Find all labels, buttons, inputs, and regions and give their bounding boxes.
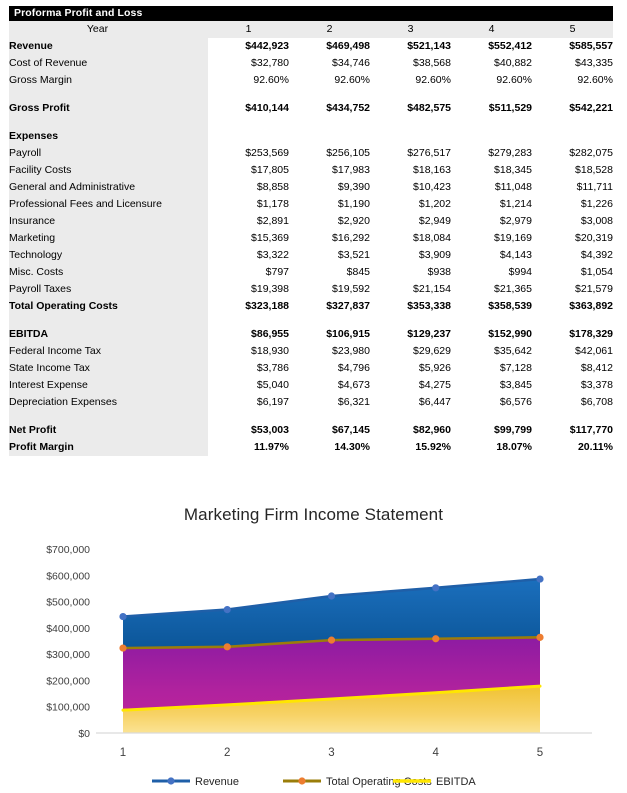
table-cell-y3: $38,568 [413, 57, 451, 69]
x-tick-label-3: 3 [328, 747, 335, 759]
table-cell-y4: $511,529 [488, 102, 532, 114]
profit-and-loss-table [9, 21, 613, 456]
table-row [9, 230, 613, 247]
table-cell-y2: $67,145 [332, 424, 370, 436]
table-cell-y5: 92.60% [577, 74, 613, 86]
spacer-value-cell [289, 117, 370, 128]
table-row-label: Misc. Costs [9, 264, 208, 281]
table-cell-y4: $1,214 [499, 198, 532, 210]
table-row [9, 377, 613, 394]
spacer-value-cell [370, 89, 451, 100]
table-cell-y4: $279,283 [488, 147, 532, 159]
spacer-value-cell [370, 411, 451, 422]
table-row-label: Technology [9, 247, 208, 264]
table-cell-y2: $469,498 [326, 40, 370, 52]
table-cell-y1: $410,144 [245, 102, 289, 114]
table-cell-y3: $6,447 [418, 396, 451, 408]
table-cell-y5: $4,392 [580, 249, 613, 261]
table-cell-y4: $21,365 [494, 283, 532, 295]
table-cell-y3: 92.60% [415, 74, 451, 86]
table-cell-y5: $8,412 [580, 362, 613, 374]
chart-canvas [0, 495, 627, 793]
table-row [9, 196, 613, 213]
table-cell-y1: $15,369 [251, 232, 289, 244]
table-cell-y3: $938 [427, 266, 451, 278]
table-row-label: General and Administrative [9, 179, 208, 196]
table-spacer-row [9, 89, 613, 100]
table-cell-y2: $4,673 [337, 379, 370, 391]
table-cell-y4: $99,799 [494, 424, 532, 436]
table-row [9, 179, 613, 196]
table-cell-y1: $5,040 [256, 379, 289, 391]
spacer-value-cell [289, 89, 370, 100]
table-row-label: State Income Tax [9, 360, 208, 377]
table-cell-y4: $4,143 [499, 249, 532, 261]
spacer-value-cell [289, 411, 370, 422]
table-header-row [9, 21, 613, 38]
table-row-label: Total Operating Costs [9, 298, 208, 315]
table-cell-y1: $8,858 [256, 181, 289, 193]
table-row-label: Revenue [9, 38, 208, 55]
table-cell-y4: $994 [508, 266, 532, 278]
table-cell-y3: $482,575 [407, 102, 451, 114]
x-tick-label-1: 1 [119, 747, 127, 759]
table-row [9, 394, 613, 411]
chart-marker-total-operating-costs [537, 634, 544, 641]
table-cell-y2: $17,983 [332, 164, 370, 176]
table-cell-y1: $6,197 [256, 396, 289, 408]
table-cell-y2: $9,390 [337, 181, 370, 193]
table-row-label: Profit Margin [9, 439, 208, 456]
legend-marker-total-operating-costs [298, 777, 305, 784]
table-row [9, 264, 613, 281]
table-cell-y5: $1,226 [580, 198, 613, 210]
y-tick-label-3: $300,000 [46, 649, 90, 662]
table-row [9, 100, 613, 117]
table-cell-y5: $3,008 [580, 215, 613, 227]
table-cell-y1: $1,178 [256, 198, 289, 210]
table-row-label: Cost of Revenue [9, 55, 208, 72]
spacer-label-cell [9, 315, 208, 326]
table-row-label: EBITDA [9, 326, 208, 343]
table-row [9, 162, 613, 179]
chart-marker-total-operating-costs [328, 637, 335, 644]
table-cell-y1: $3,322 [256, 249, 289, 261]
table-cell-y5: $42,061 [575, 345, 613, 357]
table-cell-y1: $86,955 [251, 328, 289, 340]
table-row [9, 247, 613, 264]
table-cell-y3: $1,202 [418, 198, 451, 210]
table-cell-y5: $542,221 [569, 102, 613, 114]
table-row [9, 38, 613, 55]
table-cell-y4: $6,576 [499, 396, 532, 408]
table-cell-y1: $17,805 [251, 164, 289, 176]
table-cell-y3: $2,949 [418, 215, 451, 227]
spacer-value-cell [289, 315, 370, 326]
legend-label-total-operating-costs: Total Operating Costs [326, 776, 432, 788]
table-cell-y3: $129,237 [407, 328, 451, 340]
table-cell-y3: $10,423 [413, 181, 451, 193]
spacer-value-cell [451, 315, 532, 326]
table-cell-y1: 11.97% [253, 441, 289, 453]
table-cell-y4: $3,845 [499, 379, 532, 391]
table-row-label: Payroll [9, 145, 208, 162]
table-row-label: Professional Fees and Licensure [9, 196, 208, 213]
spacer-value-cell [451, 117, 532, 128]
chart-marker-total-operating-costs [432, 635, 439, 642]
y-tick-label-4: $400,000 [46, 622, 90, 635]
table-cell-y4: $358,539 [488, 300, 532, 312]
table-cell-y3: $29,629 [413, 345, 451, 357]
table-cell-y3: $353,338 [407, 300, 451, 312]
table-cell-y2: $3,521 [337, 249, 370, 261]
table-cell-y3: $18,084 [413, 232, 451, 244]
table-cell-y1: $18,930 [251, 345, 289, 357]
spacer-value-cell [451, 411, 532, 422]
table-cell-y3: 15.92% [415, 441, 451, 453]
y-tick-label-2: $200,000 [46, 675, 90, 688]
table-cell-y4: $7,128 [499, 362, 532, 374]
table-row-label: Marketing [9, 230, 208, 247]
table-cell-y2: $106,915 [326, 328, 370, 340]
table-cell-y5: $18,528 [575, 164, 613, 176]
table-cell-y2: $23,980 [332, 345, 370, 357]
spacer-value-cell [532, 117, 613, 128]
table-row [9, 281, 613, 298]
chart-marker-revenue [328, 593, 335, 600]
table-cell-y1: $32,780 [251, 57, 289, 69]
table-cell-y5 [532, 128, 613, 145]
table-row-label: Interest Expense [9, 377, 208, 394]
table-row-label: Depreciation Expenses [9, 394, 208, 411]
table-cell-y2: $256,105 [326, 147, 370, 159]
table-row-label: Net Profit [9, 422, 208, 439]
table-cell-y5: $363,892 [569, 300, 613, 312]
table-cell-y2 [289, 128, 370, 145]
table-cell-y2: $2,920 [337, 215, 370, 227]
table-cell-y5: $21,579 [575, 283, 613, 295]
table-cell-y4: 18.07% [496, 441, 532, 453]
table-row-label: Payroll Taxes [9, 281, 208, 298]
table-cell-y4 [451, 128, 532, 145]
table-cell-y5: $1,054 [580, 266, 613, 278]
table-cell-y5: $585,557 [569, 40, 613, 52]
table-cell-y5: $3,378 [580, 379, 613, 391]
table-cell-y3: $4,275 [418, 379, 451, 391]
table-cell-y4: $35,642 [494, 345, 532, 357]
spacer-value-cell [370, 315, 451, 326]
table-cell-y1 [208, 128, 289, 145]
table-cell-y2: 92.60% [334, 74, 370, 86]
table-cell-y4: $552,412 [488, 40, 532, 52]
table-row-label: Expenses [9, 128, 208, 145]
table-cell-y2: $845 [346, 266, 370, 278]
table-cell-y1: $323,188 [245, 300, 289, 312]
table-cell-y2: 14.30% [334, 441, 370, 453]
table-row [9, 360, 613, 377]
table-cell-y2: $34,746 [332, 57, 370, 69]
table-cell-y3: $521,143 [407, 40, 451, 52]
chart-y-tick-labels [46, 544, 90, 740]
table-row [9, 145, 613, 162]
table-cell-y4: $2,979 [499, 215, 532, 227]
legend-label-ebitda: EBITDA [436, 776, 476, 788]
table-cell-y4: 92.60% [496, 74, 532, 86]
y-tick-label-1: $100,000 [46, 701, 90, 714]
table-cell-y3: $3,909 [418, 249, 451, 261]
chart-marker-revenue [537, 576, 544, 583]
table-cell-y2: $19,592 [332, 283, 370, 295]
table-cell-y4: $19,169 [494, 232, 532, 244]
chart-marker-total-operating-costs [224, 644, 231, 651]
chart-marker-total-operating-costs [120, 645, 127, 652]
table-cell-y5: $6,708 [580, 396, 613, 408]
table-cell-y1: $3,786 [256, 362, 289, 374]
y-tick-label-0: $0 [78, 728, 90, 740]
table-spacer-row [9, 315, 613, 326]
table-header-year-3: 3 [370, 21, 451, 38]
spacer-value-cell [532, 89, 613, 100]
table-cell-y4: $18,345 [494, 164, 532, 176]
chart-marker-revenue [224, 606, 231, 613]
chart-area-fills [123, 579, 540, 733]
income-statement-chart [0, 495, 627, 793]
table-cell-y3: $5,926 [418, 362, 451, 374]
table-cell-y5: 20.11% [577, 441, 613, 453]
table-cell-y3 [370, 128, 451, 145]
table-cell-y5: $282,075 [569, 147, 613, 159]
table-cell-y2: $16,292 [332, 232, 370, 244]
table-cell-y2: $6,321 [337, 396, 370, 408]
table-cell-y5: $43,335 [575, 57, 613, 69]
table-row [9, 128, 613, 145]
spacer-value-cell [208, 89, 289, 100]
table-header-year-label: Year [9, 21, 208, 38]
spacer-label-cell [9, 89, 208, 100]
table-row [9, 55, 613, 72]
legend-marker-revenue [167, 777, 174, 784]
table-row-label: Facility Costs [9, 162, 208, 179]
x-tick-label-4: 4 [432, 747, 439, 759]
chart-legend [152, 776, 476, 788]
table-cell-y5: $11,711 [576, 181, 613, 193]
table-header-year-2: 2 [289, 21, 370, 38]
table-cell-y1: $19,398 [251, 283, 289, 295]
chart-x-tick-labels [120, 747, 543, 759]
legend-label-revenue: Revenue [195, 776, 240, 788]
table-cell-y3: $21,154 [413, 283, 451, 295]
table-cell-y5: $20,319 [575, 232, 613, 244]
table-row [9, 422, 613, 439]
spacer-value-cell [208, 315, 289, 326]
table-cell-y2: $434,752 [326, 102, 370, 114]
table-cell-y4: $152,990 [488, 328, 532, 340]
table-cell-y1: 92.60% [253, 74, 289, 86]
table-row-label: Federal Income Tax [9, 343, 208, 360]
table-cell-y4: $11,048 [494, 181, 532, 193]
table-spacer-row [9, 117, 613, 128]
table-cell-y1: $442,923 [245, 40, 289, 52]
spacer-value-cell [208, 117, 289, 128]
table-row [9, 439, 613, 456]
table-row [9, 72, 613, 89]
table-cell-y1: $2,891 [256, 215, 289, 227]
table-row-label: Insurance [9, 213, 208, 230]
y-tick-label-6: $600,000 [46, 570, 90, 583]
spacer-value-cell [532, 315, 613, 326]
spacer-value-cell [451, 89, 532, 100]
table-title-bar: Proforma Profit and Loss [9, 6, 613, 21]
table-cell-y5: $178,329 [569, 328, 613, 340]
table-row [9, 326, 613, 343]
x-tick-label-5: 5 [536, 747, 544, 759]
table-cell-y5: $117,770 [569, 424, 613, 436]
table-cell-y4: $40,882 [494, 57, 532, 69]
table-header-year-4: 4 [451, 21, 532, 38]
table-row [9, 343, 613, 360]
spacer-value-cell [370, 117, 451, 128]
table-cell-y2: $4,796 [337, 362, 370, 374]
chart-title: Marketing Firm Income Statement [183, 505, 444, 524]
table-cell-y1: $53,003 [251, 424, 289, 436]
table-cell-y3: $82,960 [413, 424, 451, 436]
table-cell-y3: $276,517 [407, 147, 451, 159]
table-row [9, 298, 613, 315]
table-cell-y1: $797 [265, 266, 289, 278]
spacer-value-cell [208, 411, 289, 422]
table-header-year-5: 5 [532, 21, 613, 38]
table-header-year-1: 1 [208, 21, 289, 38]
table-cell-y2: $1,190 [337, 198, 370, 210]
proforma-profit-and-loss-table-block [9, 6, 613, 456]
table-cell-y1: $253,569 [245, 147, 289, 159]
chart-marker-revenue [432, 584, 439, 591]
spacer-label-cell [9, 411, 208, 422]
spacer-value-cell [532, 411, 613, 422]
table-row [9, 213, 613, 230]
y-tick-label-7: $700,000 [46, 544, 90, 556]
table-cell-y3: $18,163 [413, 164, 451, 176]
table-row-label: Gross Margin [9, 72, 208, 89]
spacer-label-cell [9, 117, 208, 128]
table-row-label: Gross Profit [9, 100, 208, 117]
y-tick-label-5: $500,000 [46, 596, 90, 609]
table-cell-y2: $327,837 [326, 300, 370, 312]
x-tick-label-2: 2 [224, 747, 231, 759]
table-spacer-row [9, 411, 613, 422]
chart-marker-revenue [120, 613, 127, 620]
